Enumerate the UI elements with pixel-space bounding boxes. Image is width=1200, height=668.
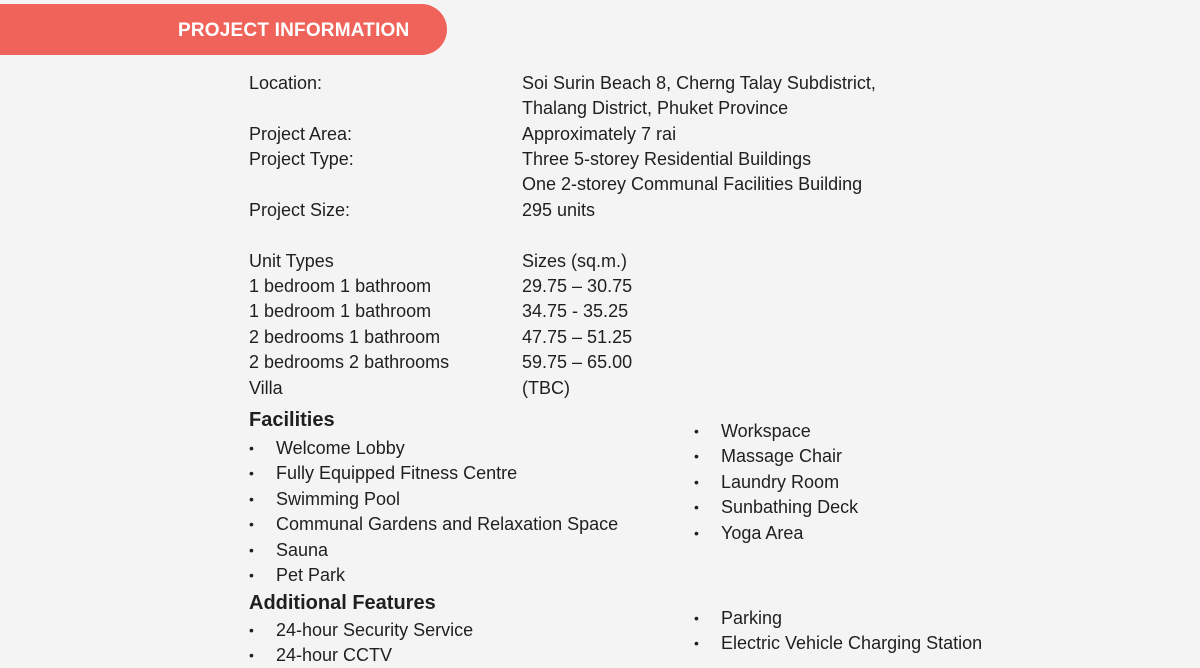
- unit-type-cell: Villa: [249, 378, 283, 398]
- facility-item-label: Welcome Lobby: [276, 438, 405, 458]
- facilities-heading: Facilities: [249, 409, 335, 431]
- feature-item-label: 24-hour CCTV: [276, 645, 393, 665]
- sizes-header: Sizes (sq.m.): [522, 251, 628, 271]
- section-banner: [0, 4, 447, 55]
- bullet-dot: •: [249, 567, 254, 583]
- bullet-dot: •: [694, 448, 699, 464]
- unit-size-cell: 29.75 – 30.75: [522, 276, 633, 296]
- bullet-dot: •: [249, 516, 254, 532]
- project-size-label: Project Size:: [249, 200, 351, 220]
- banner-title: PROJECT INFORMATION: [178, 20, 410, 41]
- project-type-label: Project Type:: [249, 149, 354, 169]
- bullet-dot: •: [249, 647, 254, 663]
- bullet-dot: •: [694, 423, 699, 439]
- unit-type-cell: 1 bedroom 1 bathroom: [249, 301, 432, 321]
- feature-item-label: 24-hour Security Service: [276, 620, 474, 640]
- facility-item-label: Communal Gardens and Relaxation Space: [276, 514, 619, 534]
- bullet-dot: •: [249, 440, 254, 456]
- unit-size-cell: 59.75 – 65.00: [522, 352, 633, 372]
- bullet-dot: •: [694, 525, 699, 541]
- bullet-dot: •: [694, 474, 699, 490]
- unit-size-cell: 47.75 – 51.25: [522, 327, 633, 347]
- unit-types-header: Unit Types: [249, 251, 334, 271]
- unit-type-cell: 2 bedrooms 1 bathroom: [249, 327, 441, 347]
- unit-type-cell: 1 bedroom 1 bathroom: [249, 276, 432, 296]
- bullet-dot: •: [249, 622, 254, 638]
- project-type-value-line2: One 2-storey Communal Facilities Building: [522, 174, 863, 194]
- facility-item-label: Pet Park: [276, 565, 346, 585]
- feature-item-label: Parking: [721, 608, 783, 628]
- bullet-dot: •: [249, 542, 254, 558]
- unit-size-cell: (TBC): [522, 378, 570, 398]
- bullet-dot: •: [694, 635, 699, 651]
- bullet-dot: •: [694, 610, 699, 626]
- unit-type-cell: 2 bedrooms 2 bathrooms: [249, 352, 450, 372]
- facility-item-label: Fully Equipped Fitness Centre: [276, 463, 518, 483]
- facility-item-label: Sunbathing Deck: [721, 497, 859, 517]
- project-area-value: Approximately 7 rai: [522, 124, 677, 144]
- location-value-line2: Thalang District, Phuket Province: [522, 98, 789, 118]
- facility-item-label: Sauna: [276, 540, 329, 560]
- bullet-dot: •: [694, 499, 699, 515]
- facility-item-label: Swimming Pool: [276, 489, 401, 509]
- project-type-value-line1: Three 5-storey Residential Buildings: [522, 149, 812, 169]
- additional-features-heading: Additional Features: [249, 592, 436, 614]
- project-size-value: 295 units: [522, 200, 596, 220]
- facility-item-label: Workspace: [721, 421, 811, 441]
- location-value-line1: Soi Surin Beach 8, Cherng Talay Subdistrict,: [522, 73, 876, 93]
- bullet-dot: •: [249, 465, 254, 481]
- location-label: Location:: [249, 73, 323, 93]
- project-area-label: Project Area:: [249, 124, 353, 144]
- facility-item-label: Yoga Area: [721, 523, 804, 543]
- facility-item-label: Laundry Room: [721, 472, 840, 492]
- bullet-dot: •: [249, 491, 254, 507]
- unit-size-cell: 34.75 - 35.25: [522, 301, 629, 321]
- facility-item-label: Massage Chair: [721, 446, 843, 466]
- feature-item-label: Electric Vehicle Charging Station: [721, 633, 983, 653]
